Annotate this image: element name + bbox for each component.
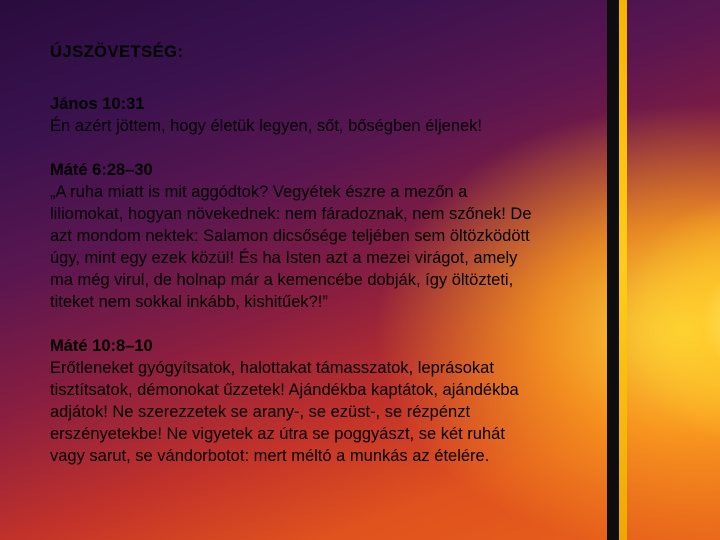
- slide-content: [50, 41, 605, 489]
- passage-text: „A ruha miatt is mit aggódtok? Vegyétek észre a mezőn a liliomokat, hogyan növekednek: nem fáradoznak, nem szőnek! De azt mondom nektek: Salamon dicsősége teljében sem öltözködött úgy, mint egy ezek közül! És ha Isten azt a mezei virágot, amely ma még virul, de holnap már a kemencébe dobják, így öltözteti, titeket nem sokkal inkább, kishitűek?!”: [50, 183, 532, 311]
- passage-matthew-6: [50, 159, 605, 313]
- passage-reference: Máté 6:28–30: [50, 161, 153, 179]
- passage-matthew-10: [50, 335, 605, 467]
- dark-stripe: [607, 0, 619, 540]
- passage-text: Erőtleneket gyógyítsatok, halottakat támasszatok, leprásokat tisztítsatok, démonokat űzzetek! Ajándékba kaptátok, ajándékba adjátok! Ne szerezzetek se arany-, se ezüst-, se rézpénzt erszényetekbe! Ne vigyetek az útra se poggyászt, se két ruhát vagy sarut, se vándorbotot: mert méltó a munkás az ételére.: [50, 359, 519, 465]
- passage-reference: János 10:31: [50, 95, 145, 113]
- gold-stripe: [619, 0, 627, 540]
- passage-text: Én azért jöttem, hogy életük legyen, sőt, bőségben éljenek!: [50, 117, 483, 135]
- slide-heading: ÚJSZÖVETSÉG:: [50, 43, 184, 61]
- passage-reference: Máté 10:8–10: [50, 337, 153, 355]
- sun-glow: [620, 190, 720, 450]
- passage-john-10: [50, 93, 605, 137]
